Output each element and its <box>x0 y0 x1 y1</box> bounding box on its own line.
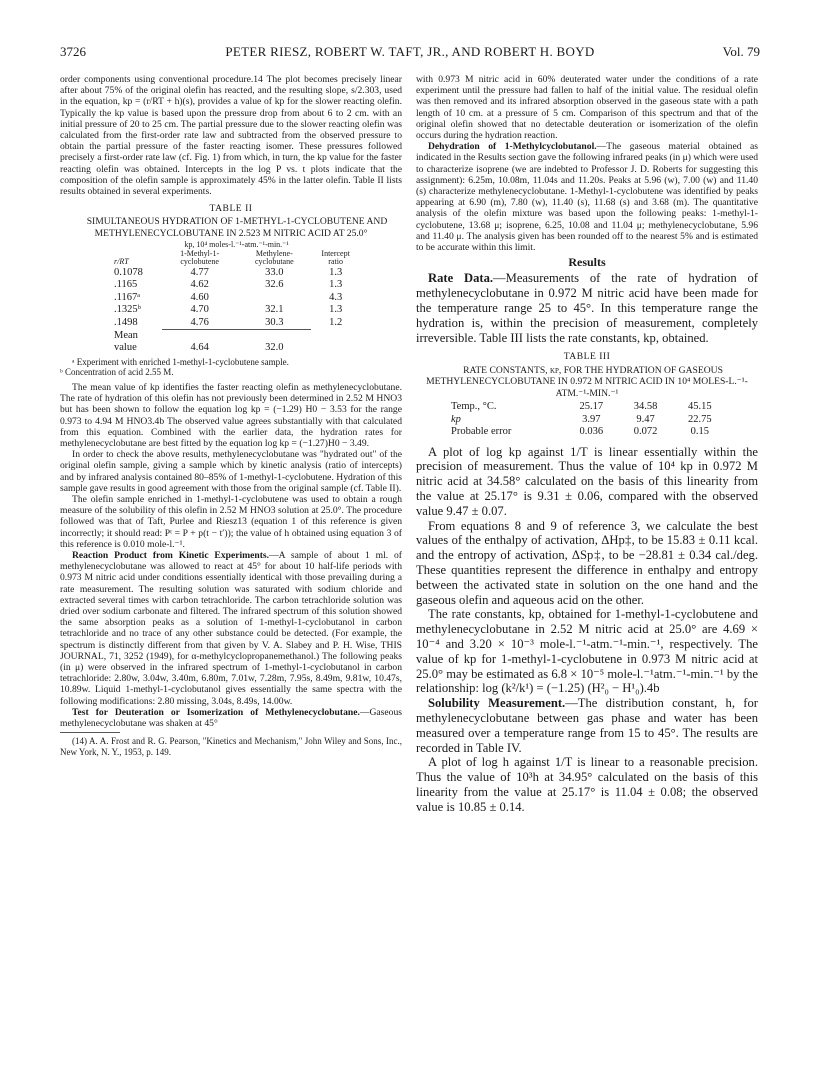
table-ii-subtitle: SIMULTANEOUS HYDRATION OF 1-METHYL-1-CYCLOBUTENE AND METHYLENECYCLOBUTANE IN 2.523 M NITRIC ACID AT 25.0° <box>86 216 388 239</box>
paragraph: Test for Deuteration or Isomerization of Methylenecyclobutane.—Gaseous methylenecyclobutane was shaken at 45° <box>60 706 402 730</box>
paragraph: Reaction Product from Kinetic Experiments.—A sample of about 1 ml. of methylenecyclobutane was allowed to react at 45° for about 10 half-life periods with 0.973 M nitric acid under conditions essentially identical with those prevailing during a rate measurement. The resulting solution was saturated with sodium chloride and extracted several times with carbon tetrachloride. The carbon tetrachloride solution was dried over sodium carbonate and filtered. The infrared spectrum of this solution showed the same absorption peaks as a solution of 1-methyl-1-cyclobutanol in carbon tetrachloride and no trace of any other substance could be detected. (For example, the spectrum is distinctly different from that given by V. A. Slabey and P. H. Wise, THIS JOURNAL, 71, 3252 (1949), for α-methylcyclopropanemethanol.) The following peaks (in μ) were observed in the infrared spectrum of 1-methyl-1-cyclobutanol in carbon tetrachloride: 2.80w, 3.04w, 3.40m, 6.80m, 7.01w, 7.28m, 7.95s, 8.49m, 9.81w, 10.47s, 10.89w. Liquid 1-methyl-1-cyclobutanol gives essentially the same spectra with the following modifications: 2.80 missing, 3.04s, 8.49s, 14.00w. <box>60 549 402 707</box>
table-ii-caption: TABLE II <box>209 203 253 215</box>
table-row: Probable error 0.036 0.072 0.15 <box>451 426 710 438</box>
table-ii-col-header: Intercept ratio <box>321 248 350 267</box>
paragraph: A plot of log h against 1/T is linear to a reasonable precision. Thus the value of 10³h at 34.95° calculated on the basis of this linearity from the value at 25.17° is 11.04 ± 0.08; the observed value is 10.85 ± 0.14. <box>416 755 758 814</box>
right-column <box>416 74 758 815</box>
section-run-in-title: Rate Data. <box>428 271 494 286</box>
table-ii-span-header: kp, 10⁴ moles-l.⁻¹-atm.⁻¹-min.⁻¹ <box>184 240 289 250</box>
table-row: kp 3.97 9.47 22.75 <box>451 413 712 425</box>
paragraph: The olefin sample enriched in 1-methyl-1-cyclobutene was used to obtain a rough measure of the solubility of this olefin in 2.52 M HNO3 solution at 25.0°. The procedure followed was that of Taft, Purlee and Riesz13 (equation 1 of this reference is given incorrectly; it should read: Pᵗ = P + p(t − t′)); the value of h obtained using equation 3 of this reference is 0.010 mole-l.⁻¹. <box>60 493 402 550</box>
table-footnote: ᵇ Concentration of acid 2.55 M. <box>60 367 174 378</box>
results-heading: Results <box>568 255 606 270</box>
left-column <box>60 74 402 757</box>
table-footnote: ᵃ Experiment with enriched 1-methyl-1-cyclobutene sample. <box>72 356 289 367</box>
table-iii <box>447 401 727 439</box>
paragraph: Rate Data.—Measurements of the rate of hydration of methylenecyclobutane in 0.972 M nitric acid have been made for the temperature range 25 to 45°. In this temperature range the hydration is, within the precision of measurement, completely irreversible. Table III lists the rate constants, kp, obtained. <box>416 271 758 345</box>
section-run-in-title: Reaction Product from Kinetic Experiments. <box>72 549 270 561</box>
table-ii <box>110 241 360 355</box>
section-run-in-title: Solubility Measurement. <box>428 696 566 711</box>
table-iii-caption: TABLE III <box>563 351 611 363</box>
section-run-in-title: Dehydration of 1-Methylcyclobutanol. <box>428 141 597 153</box>
table-ii-col-header: r/RT <box>114 257 129 267</box>
paragraph: Dehydration of 1-Methylcyclobutanol.—The gaseous material obtained as indicated in the Results section gave the following infrared peaks (in μ) which were used to characterize isoprene (we are indebted to Professor J. D. Roberts for suggesting this assignment): 6.25m, 10.08m, 11.04s and 11.20s. Peaks at 5.96 (w), 7.00 (w) and 11.40 (s) characterize methylenecyclobutane. 1-Methyl-1-cyclobutene was identified by peaks appearing at 6.90 (m), 7.80 (w), 11.40 (s), 11.68 (s) and 3.68 (m). The quantitative analysis of the olefin mixture was based upon the following peaks: 1-methyl-1-cyclobutene, 13.68 μ; isoprene, 6.25, 10.08 and 11.04 μ; methylenecyclobutane, 5.96 and 11.40 μ. The analysis given has been rounded off to the nearest 5% and is estimated to be accurate within this limit. <box>416 141 758 254</box>
paragraph: A plot of log kp against 1/T is linear essentially within the precision of measurement. Thus the value of 10⁴ kp in 0.972 M nitric acid at 34.58° calculated on the basis of this linearity from the value at 25.17° is 9.31 ± 0.06, compared with the observed value 9.47 ± 0.07. <box>416 444 758 518</box>
table-row: .1498 4.76 30.3 1.2 <box>114 316 343 329</box>
section-run-in-title: Test for Deuteration or Isomerization of Methylenecyclobutane. <box>72 706 360 718</box>
footnote: (14) A. A. Frost and R. G. Pearson, "Kinetics and Mechanism," John Wiley and Sons, Inc., New York, N. Y., 1953, p. 149. <box>60 736 402 757</box>
table-mean-row: Mean value 4.64 32.0 <box>110 330 360 355</box>
volume-label: Vol. 79 <box>722 44 760 59</box>
paragraph: with 0.973 M nitric acid in 60% deuterated water under the conditions of a rate experiment until the pressure had fallen to half of the initial value. The residual olefin was then removed and its infrared absorption observed in the gaseous state with a path length of 10 cm. at a pressure of 5 cm. Comparison of this spectrum and that of the original olefin showed that no detectable deuteration or isomerization of the olefin occurs during the hydration reaction. <box>416 74 758 142</box>
mean-label: Mean value <box>114 329 138 354</box>
table-row: .1167ᵃ 4.60 4.3 <box>114 291 343 303</box>
table-iii-subtitle: RATE CONSTANTS, kp, FOR THE HYDRATION OF GASEOUS METHYLENECYCLOBUTANE IN 0.972 M NITRIC ACID IN 10⁴ MOLES-L.⁻¹-ATM.⁻¹-MIN.⁻¹ <box>426 364 748 399</box>
table-ii-col-header: Methylene-cyclobutane <box>255 248 294 267</box>
paragraph: order components using conventional procedure.14 The plot becomes precisely linear after about 75% of the original olefin has reacted, and the resulting slope, s/2.303, used in the equation, kp = (r/RT + h)(s), provides a value of kp for the slower reacting olefin. Typically the kp value is based upon the pressure drop from about 6 to 2 cm. with an initial pressure of 20 to 25 cm. The partial pressure due to the slower reacting olefin was calculated from the first-order rate law and subtracted from the observed pressure to obtain the partial pressure of the faster reacting isomer. These pressures followed precisely a first-order rate law (cf. Fig. 1) from which, in turn, the kp value for the faster reacting olefin was obtained. Intercepts in the log P vs. t plots indicate that the composition of the olefin sample is approximately 45% in the latter olefin. Table II lists results obtained in several experiments. <box>60 74 402 198</box>
page-number: 3726 <box>60 44 86 59</box>
table-row: .1325ᵇ 4.70 32.1 1.3 <box>114 304 343 316</box>
table-ii-col-header: 1-Methyl-1-cyclobutene <box>180 248 220 267</box>
paragraph: The mean value of kp identifies the faster reacting olefin as methylenecyclobutane. The rate of hydration of this olefin has not previously been determined in 2.52 M HNO3 but has been shown to follow the equation log kp = (−1.29) H0 − 3.53 for the range 0.973 to 4.94 M HNO3.4b The observed value agrees substantially with that calculated from this equation. Combined with the earlier data, the hydration rates for methylenecyclobutane are best fitted by the equation log kp = (−1.27)H0 − 3.49. <box>60 381 402 449</box>
paragraph: The rate constants, kp, obtained for 1-methyl-1-cyclobutene and methylenecyclobutane in 2.52 M nitric acid at 25.0° are 4.69 × 10⁻⁴ and 3.20 × 10⁻³ mole-l.⁻¹-atm.⁻¹-min.⁻¹, respectively. The value of kp for 1-methyl-1-cyclobutene in 0.973 M nitric acid at 25.0° may be estimated as 6.8 × 10⁻⁵ mole-l.⁻¹atm.⁻¹-min.⁻¹ by the relationship: log (k²/k¹) = (−1.25) (H²₀ − H¹₀).4b <box>416 607 758 696</box>
running-header <box>60 44 760 62</box>
paragraph: Solubility Measurement.—The distribution constant, h, for methylenecyclobutane between gas phase and water has been measured over a temperature range from 15 to 45°. The results are recorded in Table IV. <box>416 696 758 755</box>
table-row: Temp., °C. 25.17 34.58 45.15 <box>451 401 712 413</box>
footnote-rule <box>60 732 120 733</box>
paragraph: In order to check the above results, methylenecyclobutane was "hydrated out" of the original olefin sample, giving a sample which by kinetic analysis (ratio of intercepts) and by infrared analysis contained 80–85% of 1-methyl-1-cyclobutene. Hydration of this sample gave results in good agreement with those from the original sample (cf. Table II). <box>60 449 402 494</box>
paragraph: From equations 8 and 9 of reference 3, we calculate the best values of the enthalpy of activation, ΔHp‡, to be 15.83 ± 0.11 kcal. and the entropy of activation, ΔSp‡, to be −28.81 ± 0.34 cal./deg. These quantities represent the difference in enthalpy and entropy between the activated state in solution on the one hand and the gaseous olefin and aqueous acid on the other. <box>416 518 758 607</box>
table-row: 0.1078 4.77 33.0 1.3 <box>114 266 343 278</box>
table-row: .1165 4.62 32.6 1.3 <box>114 279 343 291</box>
running-header-authors: PETER RIESZ, ROBERT W. TAFT, JR., AND ROBERT H. BOYD <box>225 44 595 59</box>
